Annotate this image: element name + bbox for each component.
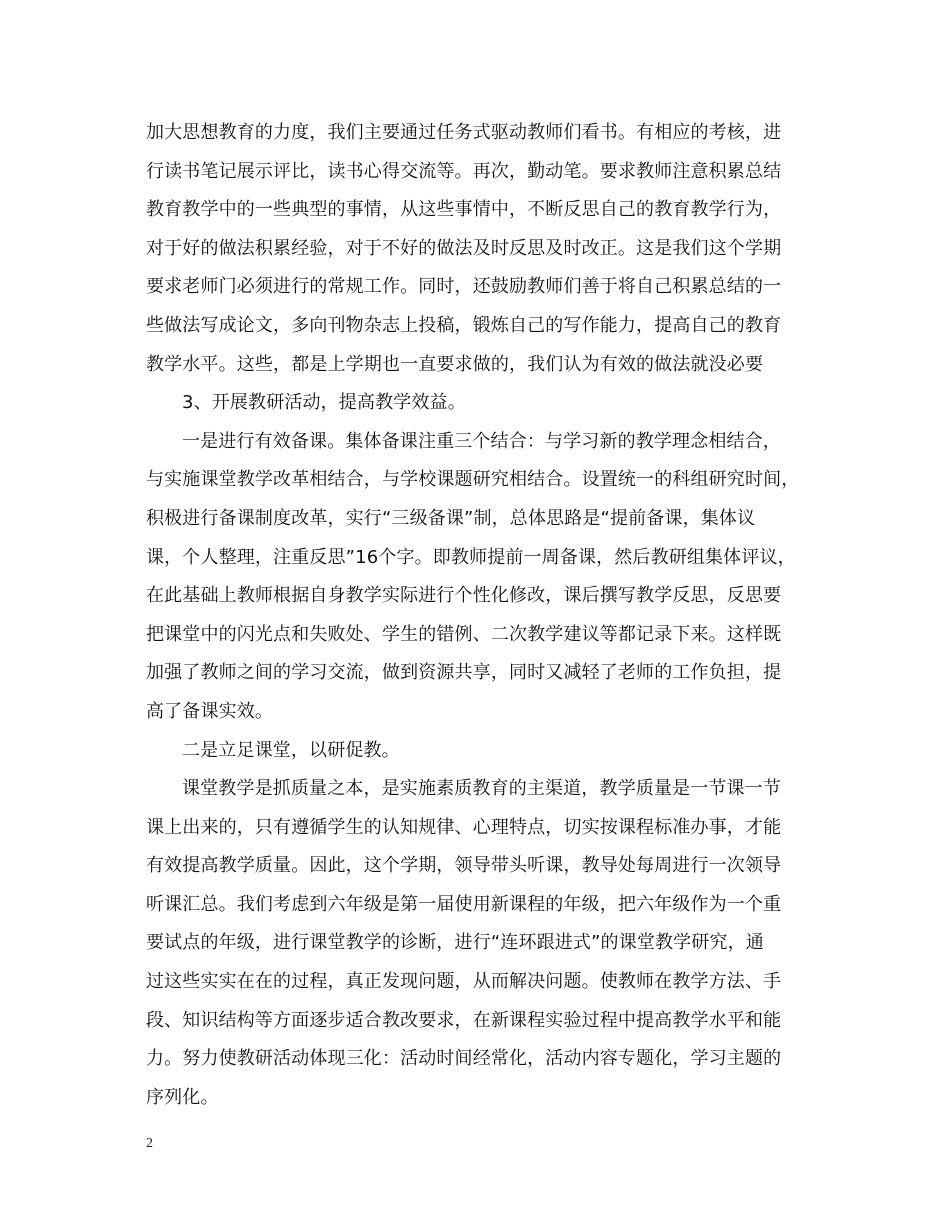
- text-line: 段、知识结构等方面逐步适合教改要求，在新课程实验过程中提高教学水平和能: [146, 1009, 782, 1031]
- text-line: 课，个人整理，注重反思”16个字。即教师提前一周备课，然后教研组集体评议，: [146, 546, 796, 568]
- text-line: 要试点的年级，进行课堂教学的诊断，进行“连环跟进式”的课堂教学研究，通: [146, 932, 764, 954]
- paragraph-start: 一是进行有效备课。集体备课注重三个结合：与学习新的教学理念相结合，: [182, 430, 781, 452]
- text-line: 有效提高教学质量。因此，这个学期，领导带头听课，教导处每周进行一次领导: [146, 855, 782, 877]
- text-line: 积极进行备课制度改革，实行“三级备课”制，总体思路是“提前备课，集体议: [146, 507, 756, 529]
- text-line: 教学水平。这些，都是上学期也一直要求做的，我们认为有效的做法就没必要: [146, 353, 764, 375]
- paragraph-start: 二是立足课堂，以研促教。: [182, 739, 400, 761]
- text-line: 些做法写成论文，多向刊物杂志上投稿，锻炼自己的写作能力，提高自己的教育: [146, 314, 782, 336]
- text-line: 序列化。: [146, 1086, 219, 1108]
- text-line: 对于好的做法积累经验，对于不好的做法及时反思及时改正。这是我们这个学期: [146, 237, 782, 259]
- text-line: 课上出来的，只有遵循学生的认知规律、心理特点，切实按课程标准办事，才能: [146, 816, 782, 838]
- text-line: 要求老师门必须进行的常规工作。同时，还鼓励教师们善于将自己积累总结的一: [146, 276, 782, 298]
- text-line: 高了备课实效。: [146, 700, 274, 722]
- text-line: 力。努力使教研活动体现三化：活动时间经常化，活动内容专题化，学习主题的: [146, 1048, 782, 1070]
- text-line: 教育教学中的一些典型的事情，从这些事情中，不断反思自己的教育教学行为，: [146, 199, 782, 221]
- text-line: 加强了教师之间的学习交流，做到资源共享，同时又减轻了老师的工作负担，提: [146, 662, 782, 684]
- text-line: 在此基础上教师根据自身教学实际进行个性化修改，课后撰写教学反思，反思要: [146, 585, 782, 607]
- text-line: 把课堂中的闪光点和失败处、学生的错例、二次教学建议等都记录下来。这样既: [146, 623, 782, 645]
- paragraph-start: 课堂教学是抓质量之本，是实施素质教育的主渠道，教学质量是一节课一节: [182, 778, 781, 800]
- text-line: 听课汇总。我们考虑到六年级是第一届使用新课程的年级，把六年级作为一个重: [146, 893, 782, 915]
- section-heading: 3、开展教研活动，提高教学效益。: [182, 392, 466, 414]
- body-text: [146, 114, 806, 1117]
- text-line: 加大思想教育的力度，我们主要通过任务式驱动教师们看书。有相应的考核，进: [146, 122, 782, 143]
- text-line: 行读书笔记展示评比，读书心得交流等。再次，勤动笔。要求教师注意积累总结: [146, 160, 782, 182]
- page-number: 2: [146, 1136, 153, 1151]
- text-line: 与实施课堂教学改革相结合，与学校课题研究相结合。设置统一的科组研究时间，: [146, 469, 800, 491]
- text-line: 过这些实实在在的过程，真正发现问题，从而解决问题。使教师在教学方法、手: [146, 971, 782, 993]
